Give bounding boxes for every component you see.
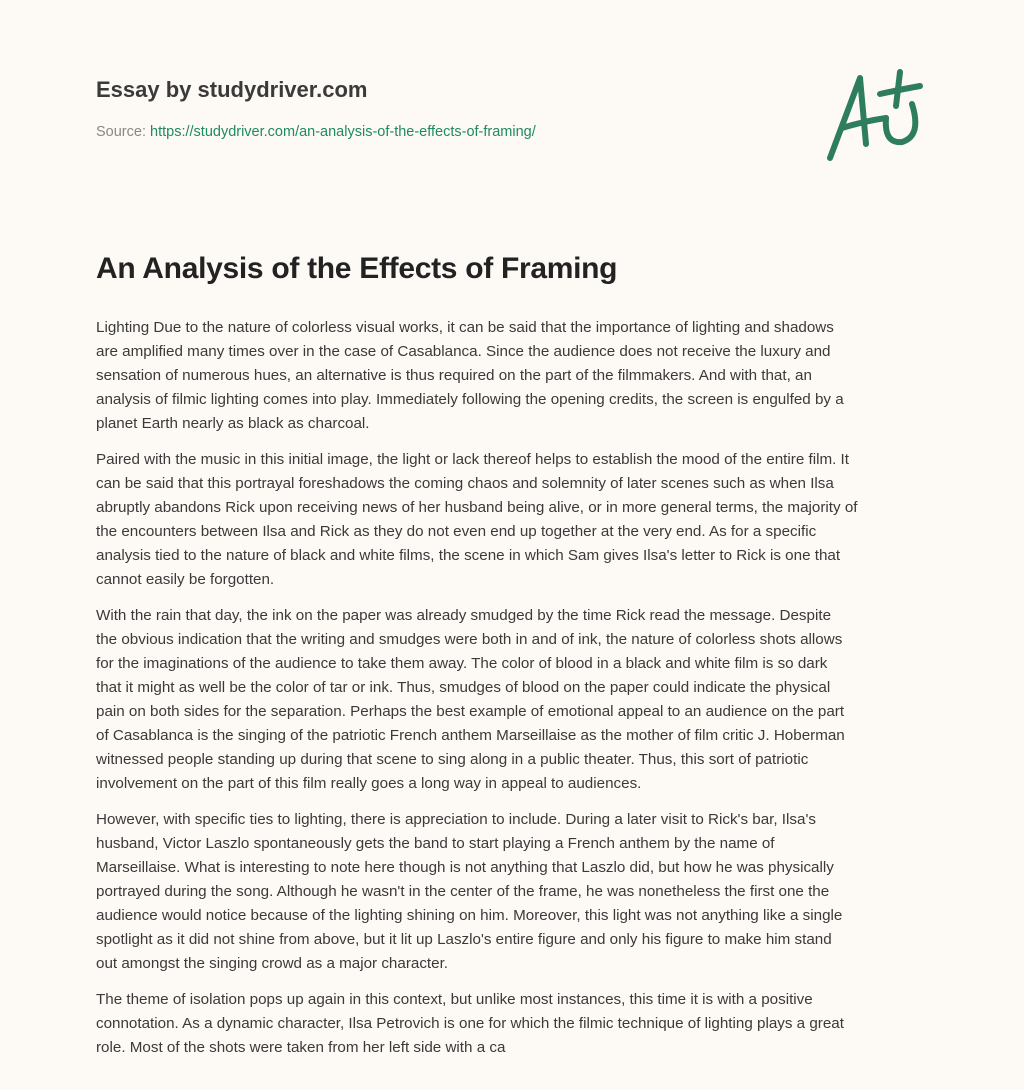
- paragraph-line: role. Most of the shots were taken from her left side with a ca: [96, 1039, 506, 1056]
- paragraph-line: out amongst the singing crowd as a major character.: [96, 955, 449, 972]
- a-plus-logo-icon: [820, 66, 930, 166]
- essay-paragraph: [96, 448, 936, 592]
- essay-paragraph: [96, 988, 936, 1060]
- paragraph-line: husband, Victor Laszlo spontaneously gets the band to start playing a French anthem by the name of: [96, 835, 775, 852]
- essay-title: An Analysis of the Effects of Framing: [96, 252, 618, 285]
- brand-title: Essay by studydriver.com: [96, 77, 368, 102]
- paragraph-line: portrayed during the song. Although he wasn't in the center of the frame, he was nonetheless the first one the: [96, 883, 830, 900]
- paragraph-line: With the rain that day, the ink on the paper was already smudged by the time Rick read the message. Despite: [96, 607, 832, 624]
- paragraph-line: can be said that this portrayal foreshadows the coming chaos and solemnity of later scenes such as when Ilsa: [96, 475, 834, 492]
- paragraph-line: the obvious indication that the writing and smudges were both in and of ink, the nature of colorless shots allows: [96, 631, 843, 648]
- paragraph-line: are amplified many times over in the case of Casablanca. Since the audience does not receive the luxury and: [96, 343, 831, 360]
- paragraph-line: However, with specific ties to lighting, there is appreciation to include. During a later visit to Rick's bar, Ilsa's: [96, 811, 816, 828]
- paragraph-line: sensation of numerous hues, an alternative is thus required on the part of the filmmakers. And with that, an: [96, 367, 812, 384]
- essay-paragraph: [96, 316, 936, 436]
- paragraph-line: the encounters between Ilsa and Rick as they do not even end up together at the very end. As for a specific: [96, 523, 817, 540]
- source-link[interactable]: https://studydriver.com/an-analysis-of-the-effects-of-framing/: [150, 124, 536, 140]
- paragraph-line: Lighting Due to the nature of colorless visual works, it can be said that the importance of lighting and shadows: [96, 319, 834, 336]
- paragraph-line: analysis of filmic lighting comes into play. Immediately following the opening credits, the screen is engulfed by a: [96, 391, 844, 408]
- source-line: [96, 124, 536, 140]
- paragraph-line: that it might as well be the color of tar or ink. Thus, smudges of blood on the paper could indicate the physical: [96, 679, 831, 696]
- paragraph-line: cannot easily be forgotten.: [96, 571, 275, 588]
- paragraph-line: witnessed people standing up during that scene to sing along in a public theater. Thus, this sort of patriotic: [96, 751, 809, 768]
- paragraph-line: planet Earth nearly as black as charcoal.: [96, 415, 370, 432]
- paragraph-line: spotlight as it did not shine from above, but it lit up Laszlo's entire figure and only his figure to make him stand: [96, 931, 832, 948]
- essay-body: [96, 316, 936, 1072]
- paragraph-line: Marseillaise. What is interesting to note here though is not anything that Laszlo did, but how he was physically: [96, 859, 834, 876]
- paragraph-line: abruptly abandons Rick upon receiving news of her husband being alive, or in more general terms, the majority of: [96, 499, 858, 516]
- paragraph-line: involvement on the part of this film really goes a long way in appeal to audiences.: [96, 775, 642, 792]
- paragraph-line: pain on both sides for the separation. Perhaps the best example of emotional appeal to an audience on the part: [96, 703, 845, 720]
- paragraph-line: of Casablanca is the singing of the patriotic French anthem Marseillaise as the mother of film critic J. Hoberman: [96, 727, 845, 744]
- paragraph-line: for the imaginations of the audience to take them away. The color of blood in a black and white film is so dark: [96, 655, 828, 672]
- paragraph-line: audience would notice because of the lighting shining on him. Moreover, this light was not anything like a single: [96, 907, 843, 924]
- essay-paragraph: [96, 808, 936, 976]
- paragraph-line: The theme of isolation pops up again in this context, but unlike most instances, this time it is with a positive: [96, 991, 813, 1008]
- essay-paragraph: [96, 604, 936, 796]
- paragraph-line: connotation. As a dynamic character, Ilsa Petrovich is one for which the filmic technique of lighting plays a great: [96, 1015, 844, 1032]
- paragraph-line: analysis tied to the nature of black and white films, the scene in which Sam gives Ilsa's letter to Rick is one that: [96, 547, 841, 564]
- source-label: Source:: [96, 124, 146, 140]
- paragraph-line: Paired with the music in this initial image, the light or lack thereof helps to establish the mood of the entire film. It: [96, 451, 849, 468]
